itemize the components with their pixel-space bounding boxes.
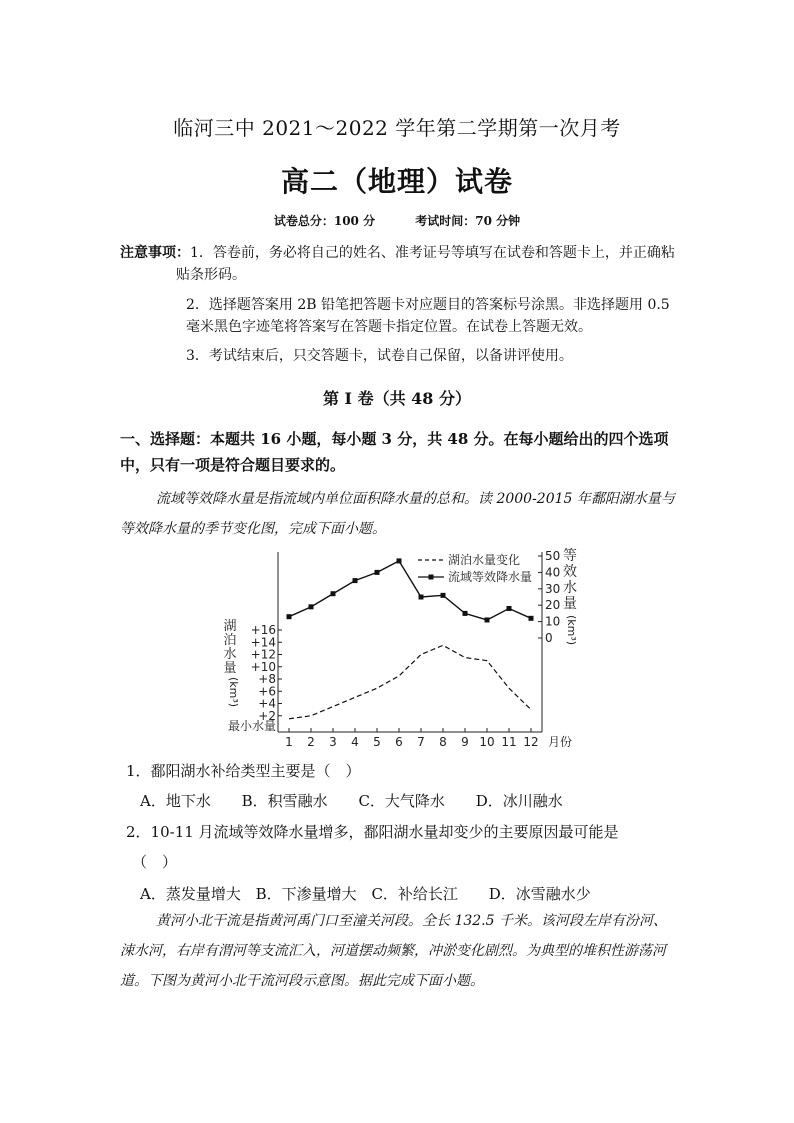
left-tick-label: +8: [258, 672, 276, 686]
series-precip-point: [485, 617, 490, 622]
series-precip-point: [375, 570, 380, 575]
q1-option-c[interactable]: C．大气降水: [358, 792, 445, 810]
exam-subtitle: 高二（地理）试卷: [280, 165, 513, 198]
exam-time: 考试时间：70 分钟: [415, 214, 521, 228]
x-tick-label: 3: [329, 735, 337, 749]
exam-meta: [0, 212, 794, 229]
question-1-options: [140, 786, 700, 816]
right-axis-title-char: 等: [563, 548, 577, 564]
note-1-text-b: 贴条形码。: [176, 267, 246, 283]
q1-option-a[interactable]: A．地下水: [140, 792, 211, 810]
series-precip-point: [507, 606, 512, 611]
lake-precip-chart: [200, 546, 620, 756]
x-tick-label: 11: [501, 735, 517, 749]
right-axis-title-char: 水: [563, 580, 577, 596]
legend-precip-label: 流域等效降水量: [448, 570, 533, 584]
x-tick-label: 2: [307, 735, 315, 749]
series-precip-point: [463, 611, 468, 616]
left-tick-label: +4: [258, 696, 276, 711]
passage-1: 流域等效降水量是指流域内单位面积降水量的总和。读 2000-2015 年鄱阳湖水量与等效降水量的季节变化图，完成下面小题。: [120, 491, 675, 537]
note-1-text-a: 1．答卷前，务必将自己的姓名、准考证号等填写在试卷和答题卡上，并正确粘: [190, 245, 675, 261]
question-2-paren: （ ）: [132, 853, 178, 871]
left-axis-title-char: 量: [223, 661, 237, 676]
question-2: 2．10-11 月流域等效降水量增多，鄱阳湖水量却变少的主要原因最可能是: [126, 823, 619, 841]
notes-label: 注意事项：: [120, 245, 190, 261]
series-precip-point: [397, 558, 402, 563]
series-precip-point: [529, 616, 534, 621]
question-2-options: [140, 879, 700, 909]
section-instructions: 一、选择题：本题共 16 小题，每小题 3 分，共 48 分。在每小题给出的四个选项中，只有一项是符合题目要求的。: [120, 430, 669, 474]
series-precip-point: [287, 614, 292, 619]
x-tick-label: 4: [351, 735, 359, 749]
left-axis-title-char: 湖: [223, 619, 237, 634]
passage-2: 黄河小北干流是指黄河禹门口至潼关河段。全长 132.5 千米。该河段左岸有汾河、涑水河，右岸有渭河等支流汇入，河道摆动频繁，冲淤变化剧烈。为典型的堆积性游荡河道。下图为黄河小北干流河段示意图。据此完成下面小题。: [120, 913, 667, 989]
left-tick-label: +6: [258, 684, 276, 699]
x-tick-label: 5: [373, 735, 381, 749]
note-item-2: 2．选择题答案用 2B 铅笔把答题卡对应题目的答案标号涂黑。非选择题用 0.5 毫米黑色字迹笔将答案写在答题卡指定位置。在试卷上答题无效。: [186, 297, 670, 335]
series-precip-point: [331, 591, 336, 596]
q2-option-b[interactable]: B．下渗量增大: [255, 885, 357, 903]
right-tick-label: 50: [545, 549, 561, 563]
legend-lake-label: 湖泊水量变化: [448, 553, 521, 567]
x-tick-label: 12: [523, 735, 539, 749]
left-tick-label: +10: [250, 659, 276, 674]
series-precip-point: [419, 595, 424, 600]
total-score: 试卷总分：100 分: [273, 214, 376, 228]
exam-title: 临河三中 2021～2022 学年第二学期第一次月考: [173, 116, 621, 140]
series-precip-point: [353, 578, 358, 583]
left-tick-label: +2: [258, 708, 276, 723]
left-axis-title-char: 水: [223, 647, 237, 662]
q1-option-d[interactable]: D．冰川融水: [475, 792, 563, 810]
right-axis-title-char: 量: [563, 596, 577, 612]
right-axis-title-char: 效: [563, 564, 577, 580]
legend-precip-marker: [429, 575, 434, 580]
series-precip-point: [309, 604, 314, 609]
x-tick-label: 1: [285, 735, 293, 749]
question-1: 1．鄱阳湖水补给类型主要是（ ）: [126, 762, 361, 780]
left-axis-title-unit: (km³): [227, 676, 240, 708]
q2-option-d[interactable]: D．冰雪融水少: [488, 885, 591, 903]
left-tick-label: +14: [250, 635, 276, 650]
right-tick-label: 10: [545, 614, 561, 629]
right-tick-label: 40: [545, 565, 561, 580]
right-axis-title-unit: (km³): [565, 614, 578, 646]
q1-option-b[interactable]: B．积雪融水: [241, 792, 328, 810]
q2-option-a[interactable]: A．蒸发量增大: [140, 885, 241, 903]
right-tick-label: 0: [545, 631, 553, 645]
series-lake-line: [289, 645, 531, 719]
note-item-3: 3．考试结束后，只交答题卡，试卷自己保留，以备讲评使用。: [186, 348, 573, 364]
x-tick-label: 7: [417, 735, 425, 749]
x-tick-label: 8: [439, 735, 447, 749]
note-item-1: [120, 242, 680, 286]
right-tick-label: 30: [545, 581, 561, 596]
q2-option-c[interactable]: C．补给长江: [371, 885, 458, 903]
left-tick-label: +12: [250, 647, 276, 662]
series-precip-point: [441, 593, 446, 598]
x-tick-label: 6: [395, 735, 403, 749]
right-tick-label: 20: [545, 598, 561, 613]
left-axis-title-char: 泊: [223, 633, 237, 648]
x-tick-label: 10: [479, 735, 495, 749]
left-tick-label: +16: [250, 623, 276, 637]
section-title: 第 I 卷（共 48 分）: [322, 389, 472, 408]
x-tick-label: 9: [461, 735, 469, 749]
left-axis-min-label: 最小水量: [227, 719, 276, 733]
x-axis-unit: 月份: [548, 735, 573, 749]
